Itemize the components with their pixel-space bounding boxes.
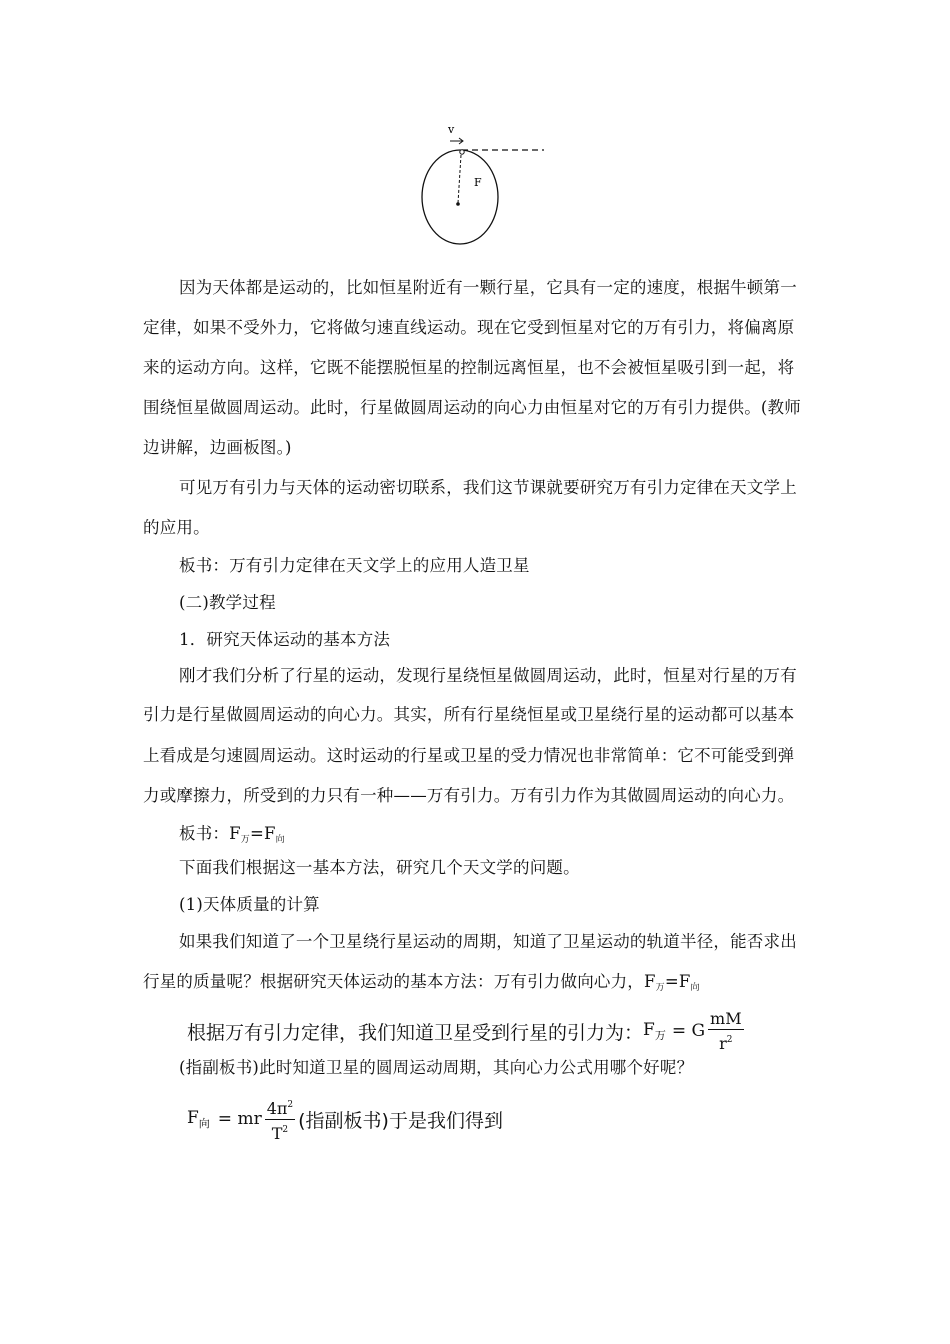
formula-2-lhs-symbol: F — [187, 1107, 199, 1128]
paragraph-1-line-2: 定律，如果不受外力，它将做匀速直线运动。现在它受到恒星对它的万有引力，将偏离原 — [143, 318, 795, 337]
velocity-label: v — [448, 123, 455, 136]
formula-1-eq: = G — [671, 1021, 706, 1041]
force-line — [458, 155, 461, 203]
board-note-2-mid: =F — [249, 824, 276, 843]
formula-1-lhs-sub: 万 — [654, 1028, 666, 1042]
paragraph-3-line-2: 引力是行星做圆周运动的向心力。其实，所有行星绕恒星或卫星绕行星的运动都可以基本 — [143, 705, 795, 724]
paragraph-5-line-2-mid: =F — [664, 972, 691, 991]
board-note-2-sub-2: 向 — [275, 835, 285, 845]
subsection-heading-1: (1)天体质量的计算 — [179, 895, 320, 914]
board-note-1: 板书：万有引力定律在天文学上的应用人造卫星 — [179, 556, 530, 575]
paragraph-4: 下面我们根据这一基本方法，研究几个天文学的问题。 — [179, 858, 580, 877]
paragraph-1-line-5: 边讲解，边画板图。) — [143, 438, 292, 457]
formula-2-denominator — [272, 1120, 288, 1144]
paragraph-6: (指副板书)此时知道卫星的圆周运动周期，其向心力公式用哪个好呢？ — [179, 1058, 694, 1077]
formula-1-lhs — [643, 1020, 666, 1043]
formula-1-numerator: mM — [710, 1008, 742, 1028]
paragraph-2-line-2: 的应用。 — [143, 518, 210, 537]
paragraph-1-line-4: 围绕恒星做圆周运动。此时，行星做圆周运动的向心力由恒星对它的万有引力提供。(教师 — [143, 398, 801, 417]
section-heading: (二)教学过程 — [179, 593, 276, 612]
centripetal-formula-line — [187, 1093, 503, 1145]
formula-2-tail: (指副板书)于是我们得到 — [298, 1109, 503, 1132]
board-note-2 — [179, 824, 849, 850]
formula-1-denominator — [719, 1030, 732, 1054]
board-note-2-prefix: 板书：F — [179, 824, 241, 843]
formula-2-eq: = mr — [217, 1109, 262, 1129]
star-dot — [456, 202, 460, 206]
paragraph-2-line-1: 可见万有引力与天体的运动密切联系，我们这节课就要研究万有引力定律在天文学上 — [179, 478, 797, 497]
formula-1-lhs-symbol: F — [643, 1019, 655, 1040]
formula-2-fraction — [265, 1095, 295, 1144]
board-note-2-sub-1: 万 — [240, 835, 250, 845]
orbit-diagram — [410, 118, 560, 253]
formula-2-den-sup: 2 — [282, 1124, 289, 1135]
paragraph-5-line-2 — [143, 972, 813, 998]
force-label: F — [474, 176, 482, 189]
formula-1-text: 根据万有引力定律，我们知道卫星受到行星的引力为： — [187, 1021, 644, 1044]
orbit-circle — [422, 150, 498, 244]
paragraph-3-line-1: 刚才我们分析了行星的运动，发现行星绕恒星做圆周运动，此时，恒星对行星的万有 — [179, 666, 797, 685]
formula-1-den-sup: 2 — [726, 1034, 733, 1045]
formula-2-numerator — [265, 1095, 295, 1120]
paragraph-5-line-2-sub-1: 万 — [655, 983, 665, 993]
paragraph-5-line-2-text: 行星的质量呢？根据研究天体运动的基本方法：万有引力做向心力，F — [143, 972, 656, 991]
paragraph-3-line-4: 力或摩擦力，所受到的力只有一种——万有引力。万有引力作为其做圆周运动的向心力。 — [143, 786, 795, 805]
paragraph-1-line-1: 因为天体都是运动的，比如恒星附近有一颗行星，它具有一定的速度，根据牛顿第一 — [179, 278, 797, 297]
formula-2-num-sup: 2 — [287, 1099, 294, 1110]
planet-dot — [460, 150, 464, 154]
paragraph-1-line-3: 来的运动方向。这样，它既不能摆脱恒星的控制远离恒星，也不会被恒星吸引到一起，将 — [143, 358, 795, 377]
item-heading-1: 1．研究天体运动的基本方法 — [179, 630, 391, 649]
gravitation-formula-line — [187, 1008, 747, 1054]
formula-2-den-symbol: T — [271, 1123, 283, 1143]
formula-1-fraction — [708, 1009, 744, 1054]
formula-2-lhs — [187, 1108, 210, 1131]
paragraph-5-line-1: 如果我们知道了一个卫星绕行星运动的周期，知道了卫星运动的轨道半径，能否求出 — [179, 932, 797, 951]
paragraph-5-line-2-sub-2: 向 — [690, 983, 700, 993]
formula-2-num-text: 4π — [266, 1098, 288, 1118]
formula-2-lhs-sub: 向 — [198, 1116, 210, 1130]
paragraph-3-line-3: 上看成是匀速圆周运动。这时运动的行星或卫星的受力情况也非常简单：它不可能受到弹 — [143, 746, 795, 765]
formula-1-den-symbol: r — [719, 1033, 727, 1053]
